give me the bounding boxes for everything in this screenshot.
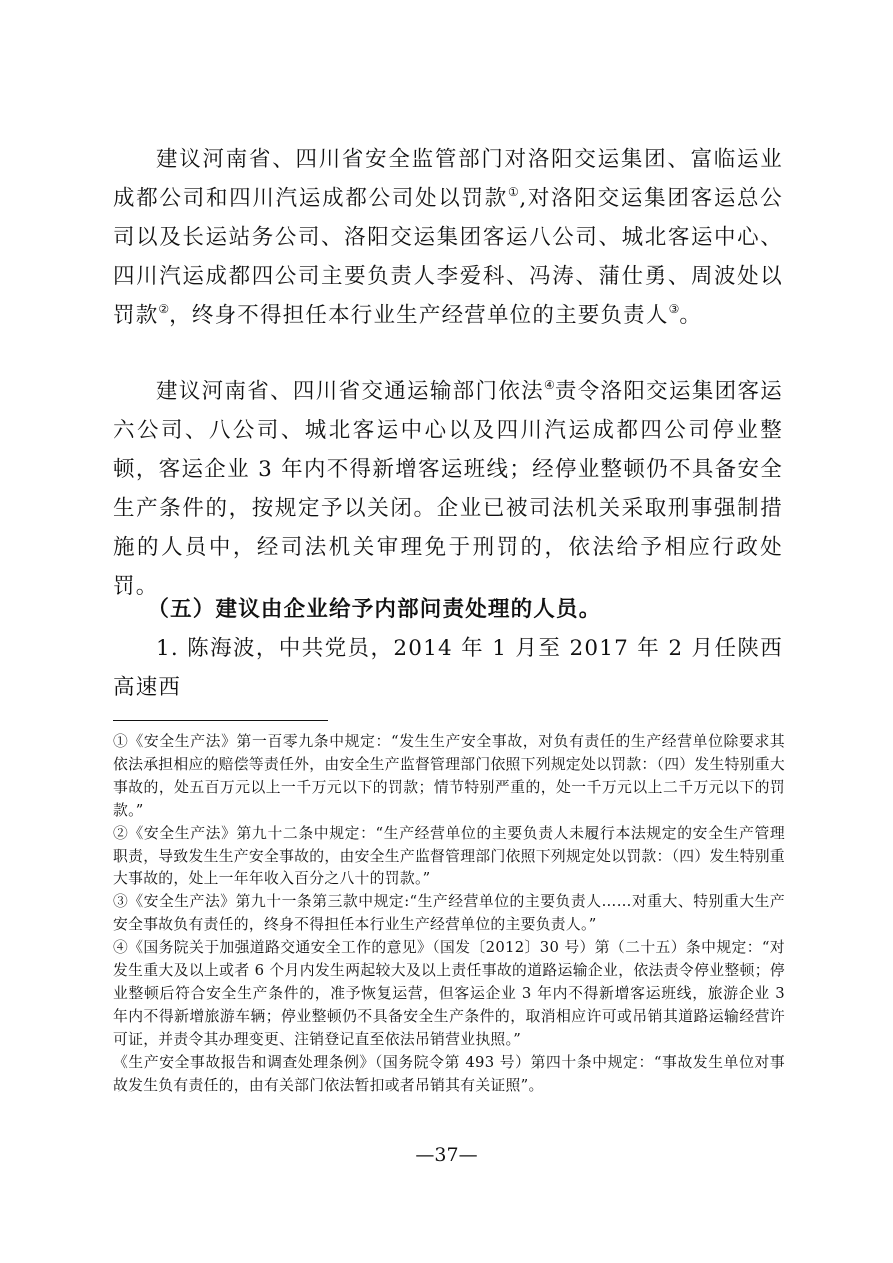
footnote-2: ②《安全生产法》第九十二条中规定：“生产经营单位的主要负责人未履行本法规定的安全生产管理职责，导致发生生产安全事故的，由安全生产监督管理部门依照下列规定处以罚款：（四）发生特别重大事故的，处上一年年收入百分之八十的罚款。”	[113, 824, 785, 888]
footnote-ref-1: ①	[508, 185, 520, 199]
body-paragraph-penalties	[113, 140, 783, 335]
footnote-separator	[113, 720, 328, 721]
body-paragraph-suspension	[113, 372, 783, 606]
footnote-ref-4: ④	[544, 378, 555, 392]
section-heading: （五）建议由企业给予内部问责处理的人员。	[147, 597, 602, 622]
page-number: —37—	[415, 1144, 478, 1166]
paragraph-text: 建议河南省、四川省安全监管部门对洛阳交运集团、富临运业成都公司和四川汽运成都公司处以罚款	[113, 147, 783, 211]
footnote-ref-2: ②	[158, 302, 170, 316]
paragraph-text: 责令洛阳交运集团客运六公司、八公司、城北客运中心以及四川汽运成都四公司停业整顿，客运企业 3 年内不得新增客运班线；经停业整顿仍不具备安全生产条件的，按规定予以关闭。企业已被司法机关采取刑事强制措施的人员中，经司法机关审理免于刑罚的，依法给予相应行政处罚。	[113, 379, 783, 599]
footnotes	[113, 731, 785, 1098]
footnote-3: ③《安全生产法》第九十一条第三款中规定:“生产经营单位的主要负责人……对重大、特别重大生产安全事故负有责任的，终身不得担任本行业生产经营单位的主要负责人。”	[113, 893, 785, 934]
footnote-4: ④《国务院关于加强道路交通安全工作的意见》（国发〔2012〕30 号）第（二十五）条中规定：“对发生重大及以上或者 6 个月内发生两起较大及以上责任事故的道路运输企业，依法责令停业整顿；停业整顿后符合安全生产条件的，准予恢复运营，但客运企业 3 年内不得新增客运班线，旅游企业 3 年内不得新增旅游车辆；停业整顿仍不具备安全生产条件的，取消相应许可或吊销其道路运输经营许可证，并责令其办理变更、注销登记直至依法吊销营业执照。”	[113, 939, 785, 1048]
paragraph-text: 建议河南省、四川省交通运输部门依法	[156, 379, 544, 404]
paragraph-text: ，终身不得担任本行业生产经营单位的主要负责人	[169, 303, 669, 328]
paragraph-text: 。	[679, 303, 703, 328]
body-paragraph-item-1: 1. 陈海波，中共党员，2014 年 1 月至 2017 年 2 月任陕西高速西	[113, 636, 783, 700]
paragraph-text: ,对洛阳交运集团客运总公司以及长运站务公司、洛阳交运集团客运八公司、城北客运中心、四川汽运成都四公司主要负责人李爱科、冯涛、蒲仕勇、周波处以罚款	[113, 186, 783, 328]
footnote-ref-3: ③	[668, 302, 680, 316]
footnote-1: ①《安全生产法》第一百零九条中规定：“发生生产安全事故，对负有责任的生产经营单位除要求其依法承担相应的赔偿等责任外，由安全生产监督管理部门依照下列规定处以罚款：（四）发生特别重大事故的，处五百万元以上一千万元以下的罚款；情节特别严重的，处一千万元以上二千万元以下的罚款。”	[113, 733, 785, 819]
footnote-4-continued: 《生产安全事故报告和调查处理条例》（国务院令第 493 号）第四十条中规定：“事故发生单位对事故发生负有责任的，由有关部门依法暂扣或者吊销其有关证照”。	[113, 1053, 785, 1094]
